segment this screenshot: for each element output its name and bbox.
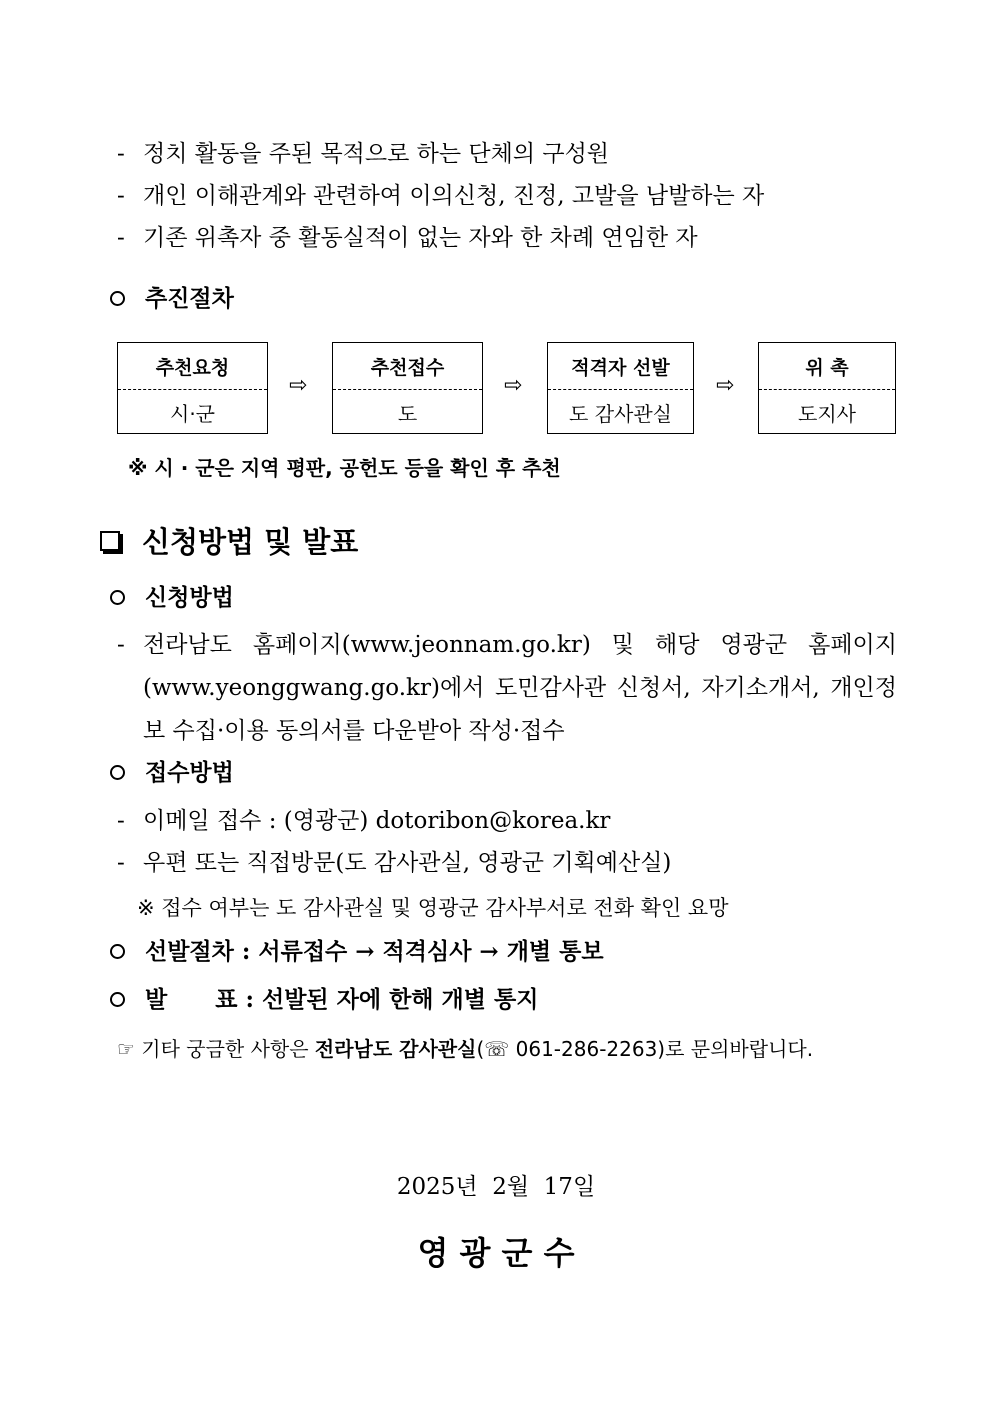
contact-phone: (☏ 061-286-2263) (476, 1037, 666, 1061)
step-title: 위 촉 (759, 343, 895, 390)
square-bullet-icon (100, 531, 120, 551)
procedure-note: ※ 시 · 군은 지역 평판, 공헌도 등을 확인 후 추천 (128, 456, 561, 480)
step-actor: 도지사 (798, 402, 856, 426)
announcement-line: 발 표 : 선발된 자에 한해 개별 통지 (110, 985, 538, 1015)
contact-line: ☞ 기타 궁금한 사항은 전라남도 감사관실(☏ 061-286-2263)로 문의바랍니다. (117, 1037, 814, 1061)
exclusion-text: 기존 위촉자 중 활동실적이 없는 자와 한 차례 연임한 자 (143, 225, 698, 251)
selection-line: 선발절차 : 서류접수 → 적격심사 → 개별 통보 (110, 937, 604, 967)
procedure-step (547, 342, 694, 434)
issuer: 영 광 군 수 (417, 1234, 575, 1272)
exclusion-item: - 정치 활동을 주된 목적으로 하는 단체의 구성원 (117, 141, 610, 167)
contact-org: 전라남도 감사관실 (314, 1037, 477, 1061)
right-arrow-icon: ⇨ (504, 373, 523, 398)
step-actor: 도 (397, 402, 418, 426)
procedure-step (332, 342, 483, 434)
section-title: 신청방법 및 발표 (100, 523, 358, 561)
circle-bullet-icon (110, 765, 125, 780)
submission-note: ※ 접수 여부는 도 감사관실 및 영광군 감사부서로 전화 확인 요망 (137, 896, 729, 920)
circle-bullet-icon (110, 992, 125, 1007)
step-title: 추천접수 (333, 343, 482, 390)
document-date: 2025년 2월 17일 (396, 1174, 596, 1200)
step-actor: 도 감사관실 (569, 402, 672, 426)
submission-item: - 우편 또는 직접방문(도 감사관실, 영광군 기획예산실) (117, 850, 672, 876)
step-actor: 시·군 (170, 402, 215, 426)
application-heading: 신청방법 (110, 583, 234, 613)
exclusion-text: 정치 활동을 주된 목적으로 하는 단체의 구성원 (143, 141, 610, 167)
circle-bullet-icon (110, 291, 125, 306)
exclusion-item: - 기존 위촉자 중 활동실적이 없는 자와 한 차례 연임한 자 (117, 225, 698, 251)
submission-heading: 접수방법 (110, 758, 234, 788)
right-arrow-icon: ⇨ (289, 373, 308, 398)
exclusion-text: 개인 이해관계와 관련하여 이의신청, 진정, 고발을 남발하는 자 (143, 183, 765, 209)
step-title: 추천요청 (118, 343, 267, 390)
submission-item: - 이메일 접수 : (영광군) dotoribon@korea.kr (117, 808, 611, 834)
right-arrow-icon: ⇨ (716, 373, 735, 398)
circle-bullet-icon (110, 590, 125, 605)
step-title: 적격자 선발 (548, 343, 693, 390)
circle-bullet-icon (110, 944, 125, 959)
procedure-step (758, 342, 896, 434)
exclusion-item: - 개인 이해관계와 관련하여 이의신청, 진정, 고발을 남발하는 자 (117, 183, 765, 209)
procedure-heading: 추진절차 (110, 284, 234, 314)
procedure-step (117, 342, 268, 434)
application-text: - 전라남도 홈페이지(www.jeonnam.go.kr) 및 해당 영광군 홈페이지(www.yeonggwang.go.kr)에서 도민감사관 신청서, 자기소개서, 개인정보 수집·이용 동의서를 다운받아 작성·접수 (117, 632, 897, 744)
